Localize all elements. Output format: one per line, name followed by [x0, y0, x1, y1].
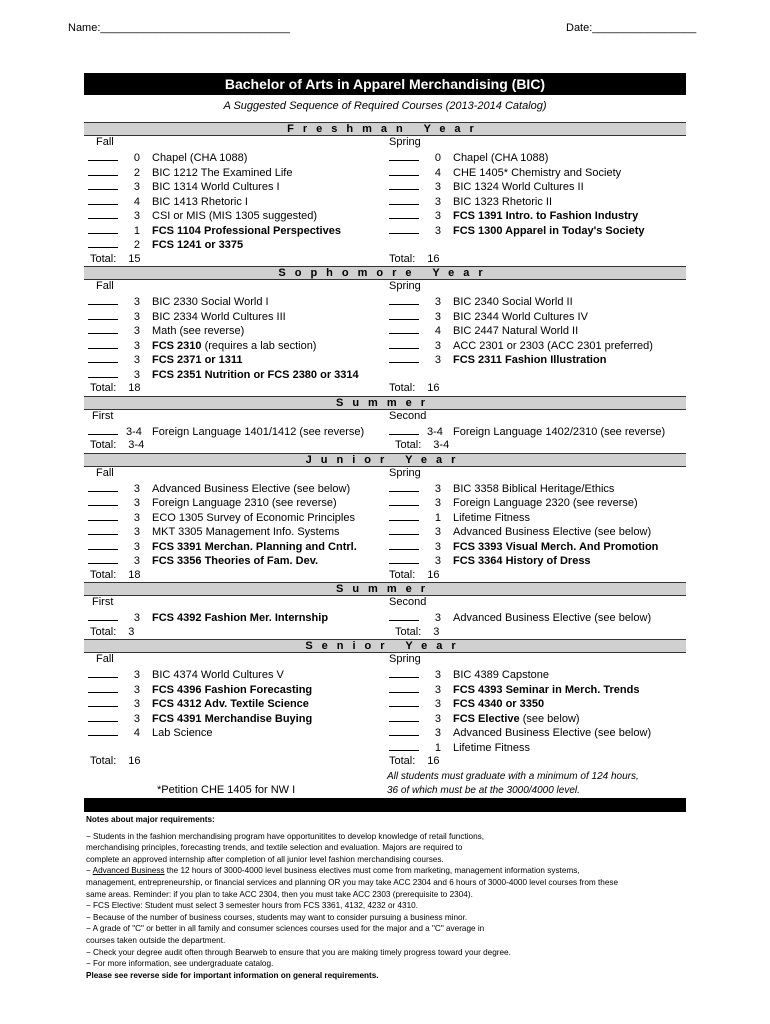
total-label: Total: — [90, 568, 117, 581]
course-row — [389, 711, 580, 725]
credit-hours: 3 — [434, 526, 441, 538]
petition-note: *Petition CHE 1405 for NW I — [157, 784, 296, 796]
course-row — [88, 725, 213, 739]
course-row — [389, 338, 653, 352]
course-name: BIC 1324 World Cultures II — [453, 181, 584, 193]
note-prefix: − — [86, 866, 93, 876]
course-row — [88, 539, 357, 553]
course-name: FCS 2351 Nutrition or FCS 2380 or 3314 — [152, 368, 359, 381]
course-row — [389, 150, 548, 164]
course-row — [88, 179, 280, 193]
course-name: BIC 2330 Social World I — [152, 296, 269, 308]
course-row — [88, 367, 359, 381]
grade-blank[interactable] — [389, 553, 419, 564]
grade-blank[interactable] — [88, 610, 118, 621]
course-row — [88, 711, 312, 725]
course-name: Advanced Business Elective (see below) — [453, 526, 652, 538]
grade-blank[interactable] — [389, 352, 419, 363]
course-row — [389, 740, 530, 754]
note-line: same areas. Reminder: if you plan to take ACC 2304, then you must take ACC 2303 (prerequisite to 2304). — [86, 889, 473, 899]
total-label: Total: — [389, 755, 416, 767]
note-line: complete an approved internship after completion of all junior level fashion merchandising courses. — [86, 854, 444, 864]
total-label: Total: — [90, 439, 117, 451]
credit-hours: 3 — [434, 354, 441, 366]
grade-blank[interactable] — [88, 524, 118, 535]
fall-label: Fall — [96, 653, 114, 665]
course-name: BIC 2344 World Cultures IV — [453, 310, 588, 323]
credit-hours: 3 — [434, 669, 441, 681]
course-row — [88, 323, 244, 337]
total-label: Total: — [389, 382, 416, 394]
course-row — [88, 194, 248, 208]
sophomore-header: Sophomore Year — [84, 266, 686, 280]
credit-hours: 3 — [434, 698, 441, 710]
credit-hours: 3 — [133, 712, 140, 725]
course-name: BIC 1212 The Examined Life — [152, 166, 293, 179]
course-name: BIC 4374 World Cultures V — [152, 669, 284, 681]
spring-label: Spring — [389, 466, 421, 479]
credit-hours: 4 — [133, 727, 140, 739]
grade-blank[interactable] — [88, 711, 118, 722]
total-label: Total: — [395, 625, 422, 638]
credit-hours: 3 — [133, 540, 140, 553]
credit-hours: 3 — [133, 555, 140, 567]
grade-blank[interactable] — [88, 696, 118, 707]
grade-blank[interactable] — [389, 223, 419, 234]
total-label: Total: — [395, 439, 422, 451]
total-label: Total: — [90, 252, 117, 265]
junior-header: Junior Year — [84, 453, 686, 467]
grade-blank[interactable] — [88, 481, 118, 492]
course-row — [389, 553, 591, 567]
graduation-note-1: All students must graduate with a minimum of 124 hours, — [387, 771, 639, 782]
fall-label: Fall — [96, 466, 114, 479]
course-name: MKT 3305 Management Info. Systems — [152, 526, 340, 538]
total-hours: 16 — [427, 382, 440, 394]
grade-blank[interactable] — [88, 165, 118, 176]
grade-blank[interactable] — [88, 553, 118, 564]
page-title: Bachelor of Arts in Apparel Merchandising (BIC) — [84, 73, 686, 95]
course-name: Foreign Language 1402/2310 (see reverse) — [453, 425, 666, 438]
credit-hours: 0 — [434, 152, 441, 164]
credit-hours: 3 — [133, 612, 140, 624]
spring-total — [389, 754, 440, 768]
course-row — [88, 165, 292, 179]
grade-blank[interactable] — [88, 208, 118, 219]
course-name: FCS 4340 or 3350 — [453, 698, 545, 710]
page-subtitle: A Suggested Sequence of Required Courses (2013-2014 Catalog) — [223, 100, 547, 112]
credit-hours: 3 — [133, 698, 140, 710]
course-row — [88, 610, 328, 624]
course-row — [88, 481, 350, 495]
credit-hours: 3 — [434, 181, 441, 193]
grade-blank[interactable] — [88, 150, 118, 161]
credit-hours: 3 — [133, 482, 140, 495]
course-row — [88, 352, 243, 366]
course-row — [88, 667, 284, 681]
total-hours: 3 — [433, 625, 440, 638]
credit-hours: 3 — [434, 195, 441, 208]
grade-blank[interactable] — [389, 481, 419, 492]
summer2-header: Summer — [84, 582, 686, 596]
credit-hours: 3 — [133, 497, 140, 509]
course-name: BIC 2447 Natural World II — [453, 325, 579, 337]
grade-blank[interactable] — [389, 294, 419, 305]
total-label: Total: — [90, 625, 117, 638]
course-row — [389, 725, 651, 739]
credit-hours: 3 — [133, 511, 140, 524]
course-name: BIC 1413 Rhetoric I — [152, 195, 248, 208]
note-line-advanced-business — [86, 865, 686, 877]
grade-blank[interactable] — [88, 223, 118, 234]
total-hours: 16 — [128, 755, 141, 767]
course-name: FCS 4396 Fashion Forecasting — [152, 683, 313, 696]
course-name: CHE 1405* Chemistry and Society — [453, 166, 622, 179]
grade-blank[interactable] — [389, 725, 419, 736]
credit-hours: 3 — [133, 310, 140, 323]
note-line: management, entrepreneurship, or financial services and planning OR you may take ACC 2304 and 6 hours of 3000-4000 level courses from these — [86, 877, 619, 887]
course-name: ACC 2301 or 2303 (ACC 2301 preferred) — [453, 339, 653, 352]
grade-blank[interactable] — [389, 150, 419, 161]
course-row — [389, 510, 530, 524]
grade-blank[interactable] — [88, 367, 118, 378]
course-name: Lifetime Fitness — [453, 511, 531, 524]
grade-blank[interactable] — [88, 510, 118, 521]
course-row — [389, 323, 578, 337]
course-name: Lab Science — [152, 727, 213, 739]
course-name: FCS 2310 — [152, 339, 202, 352]
credit-hours: 3 — [434, 712, 441, 725]
course-note: (see below) — [519, 712, 580, 725]
credit-hours: 4 — [434, 325, 441, 337]
credit-hours: 3 — [434, 612, 441, 624]
first-session-label: First — [92, 596, 114, 608]
fall-label: Fall — [96, 280, 114, 292]
grade-blank[interactable] — [88, 424, 118, 435]
freshman-header: Freshman Year — [84, 122, 686, 136]
course-note: (requires a lab section) — [201, 339, 317, 352]
course-row — [389, 696, 544, 710]
notes-footer: Please see reverse side for important information on general requirements. — [86, 970, 379, 980]
course-row — [389, 424, 665, 438]
course-row — [88, 338, 316, 352]
course-name: FCS 1241 or 3375 — [152, 239, 244, 251]
second-session-label: Second — [389, 596, 427, 608]
credit-hours: 3 — [133, 669, 140, 681]
credit-hours: 3 — [133, 181, 140, 193]
course-name: Math (see reverse) — [152, 325, 245, 337]
credit-hours: 4 — [434, 166, 441, 179]
course-row — [88, 495, 337, 509]
fall-label: Fall — [96, 136, 114, 148]
credit-hours: 3 — [434, 210, 441, 222]
note-text: the 12 hours of 3000-4000 level business electives must come from marketing, management information systems, — [164, 866, 580, 876]
spring-total — [389, 252, 440, 266]
credit-hours: 1 — [133, 224, 140, 237]
grade-blank[interactable] — [389, 338, 419, 349]
course-name: Chapel (CHA 1088) — [152, 152, 248, 164]
spring-label: Spring — [389, 653, 421, 665]
summer1-header: Summer — [84, 396, 686, 410]
note-line: − Because of the number of business courses, students may want to consider pursuing a business minor. — [86, 912, 468, 922]
credit-hours: 3 — [133, 325, 140, 337]
total-hours: 18 — [128, 382, 141, 394]
course-name: BIC 2334 World Cultures III — [152, 310, 286, 323]
course-name: Advanced Business Elective (see below) — [152, 482, 351, 495]
course-name: FCS 3391 Merchan. Planning and Cntrl. — [152, 540, 357, 553]
course-name: Foreign Language 1401/1412 (see reverse) — [152, 425, 365, 438]
name-field[interactable]: Name:_______________________________ — [68, 22, 291, 34]
course-row — [389, 223, 645, 237]
first-session-label: First — [92, 409, 114, 422]
credit-hours: 3 — [133, 354, 140, 366]
fall-total — [90, 754, 141, 768]
notes-divider — [84, 798, 686, 812]
course-name: FCS 3356 Theories of Fam. Dev. — [152, 555, 319, 567]
course-row — [88, 309, 286, 323]
course-name: BIC 4389 Capstone — [453, 669, 550, 681]
course-name: Foreign Language 2310 (see reverse) — [152, 497, 337, 509]
course-row — [389, 352, 606, 366]
course-row — [88, 294, 269, 308]
fall-total — [90, 252, 141, 266]
credit-hours: 0 — [133, 152, 140, 164]
course-name: ECO 1305 Survey of Economic Principles — [152, 511, 355, 524]
credit-hours: 3 — [434, 497, 441, 509]
course-row — [88, 150, 247, 164]
course-name: FCS 1104 Professional Perspectives — [152, 224, 341, 237]
grade-blank[interactable] — [88, 352, 118, 363]
course-row — [389, 294, 573, 308]
course-name: Advanced Business Elective (see below) — [453, 727, 652, 739]
grade-blank[interactable] — [88, 667, 118, 678]
course-row — [389, 610, 651, 624]
credit-hours: 3 — [434, 296, 441, 308]
grade-blank[interactable] — [88, 682, 118, 693]
course-row — [389, 208, 638, 222]
grade-blank[interactable] — [389, 309, 419, 320]
total-label: Total: — [389, 252, 416, 265]
credit-hours: 3 — [434, 540, 441, 553]
credit-hours: 1 — [434, 741, 441, 754]
spring-label: Spring — [389, 136, 421, 148]
grade-blank[interactable] — [88, 539, 118, 550]
grade-blank[interactable] — [88, 725, 118, 736]
credit-hours: 3 — [133, 526, 140, 538]
course-name: BIC 3358 Biblical Heritage/Ethics — [453, 482, 615, 495]
credit-hours: 3 — [434, 224, 441, 237]
credit-hours: 3 — [434, 727, 441, 739]
grade-blank[interactable] — [389, 179, 419, 190]
first-total — [90, 438, 144, 452]
credit-hours: 4 — [133, 195, 140, 208]
credit-hours: 3 — [434, 339, 441, 352]
second-total — [395, 438, 449, 452]
credit-hours: 3 — [133, 683, 140, 696]
course-name: Chapel (CHA 1088) — [453, 152, 549, 164]
course-row — [389, 682, 639, 696]
note-line: − Check your degree audit often through Bearweb to ensure that you are making timely progress toward your degree. — [86, 947, 511, 957]
total-hours: 16 — [427, 252, 440, 265]
grade-blank[interactable] — [389, 165, 419, 176]
course-name: FCS Elective — [453, 712, 520, 725]
grade-blank[interactable] — [389, 194, 419, 205]
total-hours: 3 — [128, 625, 135, 638]
course-row — [389, 667, 549, 681]
course-name: Foreign Language 2320 (see reverse) — [453, 497, 638, 509]
course-row — [389, 194, 552, 208]
grade-blank[interactable] — [88, 194, 118, 205]
course-name: Lifetime Fitness — [453, 741, 531, 754]
course-name: FCS 4391 Merchandise Buying — [152, 712, 313, 725]
course-name: BIC 1323 Rhetoric II — [453, 195, 553, 208]
course-row — [389, 539, 658, 553]
spring-total — [389, 381, 440, 395]
total-label: Total: — [90, 382, 117, 394]
grade-blank[interactable] — [88, 179, 118, 190]
credit-hours: 2 — [133, 239, 140, 251]
senior-header: Senior Year — [84, 639, 686, 653]
date-field[interactable]: Date:_________________ — [566, 22, 697, 34]
course-name: FCS 2311 Fashion Illustration — [453, 354, 607, 366]
course-name: FCS 4312 Adv. Textile Science — [152, 698, 309, 710]
grade-blank[interactable] — [389, 424, 419, 435]
course-name: FCS 3364 History of Dress — [453, 555, 591, 567]
course-name: BIC 1314 World Cultures I — [152, 181, 280, 193]
credit-hours: 3 — [434, 555, 441, 567]
course-name: FCS 1300 Apparel in Today's Society — [453, 224, 645, 237]
course-row — [389, 309, 588, 323]
course-row — [88, 208, 317, 222]
course-row — [88, 424, 364, 438]
course-row — [88, 223, 341, 237]
credit-hours: 3 — [133, 368, 140, 381]
credit-hours: 3 — [434, 482, 441, 495]
total-hours: 16 — [427, 755, 440, 767]
credit-hours: 3-4 — [427, 425, 443, 438]
grade-blank[interactable] — [389, 323, 419, 334]
credit-hours: 3 — [133, 339, 140, 352]
grade-blank[interactable] — [389, 711, 419, 722]
course-row — [88, 553, 318, 567]
course-name: FCS 2371 or 1311 — [152, 354, 243, 366]
course-name: FCS 4392 Fashion Mer. Internship — [152, 612, 329, 624]
grade-blank[interactable] — [88, 237, 118, 248]
grade-blank[interactable] — [88, 495, 118, 506]
total-label: Total: — [389, 568, 416, 581]
grade-blank[interactable] — [389, 682, 419, 693]
course-row — [389, 495, 638, 509]
notes-heading: Notes about major requirements: — [86, 815, 215, 824]
advanced-business-term: Advanced Business — [92, 866, 165, 876]
course-row — [88, 237, 243, 251]
grade-blank[interactable] — [389, 208, 419, 219]
grade-blank[interactable] — [389, 539, 419, 550]
credit-hours: 3 — [434, 683, 441, 696]
course-name: FCS 1391 Intro. to Fashion Industry — [453, 210, 639, 222]
grade-blank[interactable] — [88, 338, 118, 349]
total-hours: 15 — [128, 252, 141, 265]
first-total — [90, 625, 134, 639]
spring-label: Spring — [389, 280, 421, 292]
grade-blank[interactable] — [389, 495, 419, 506]
spring-total — [389, 568, 440, 582]
grade-blank[interactable] — [88, 294, 118, 305]
note-line: − Students in the fashion merchandising program have opportunitites to develop knowledge of retail functions, — [86, 831, 485, 841]
grade-blank[interactable] — [389, 667, 419, 678]
course-name: CSI or MIS (MIS 1305 suggested) — [152, 210, 318, 222]
note-line: courses taken outside the department. — [86, 935, 226, 945]
course-row — [389, 165, 621, 179]
total-hours: 16 — [427, 568, 440, 581]
total-label: Total: — [90, 755, 117, 767]
course-row — [389, 524, 651, 538]
credit-hours: 3 — [434, 310, 441, 323]
course-name: BIC 2340 Social World II — [453, 296, 573, 308]
total-hours: 18 — [128, 568, 141, 581]
course-name: FCS 3393 Visual Merch. And Promotion — [453, 540, 659, 553]
total-hours: 3-4 — [128, 439, 145, 451]
course-name: FCS 4393 Seminar in Merch. Trends — [453, 683, 640, 696]
fall-total — [90, 568, 141, 582]
course-row — [88, 682, 312, 696]
graduation-note-2: 36 of which must be at the 3000/4000 level. — [387, 785, 580, 796]
credit-hours: 1 — [434, 511, 441, 524]
grade-blank[interactable] — [88, 323, 118, 334]
course-row — [88, 510, 355, 524]
course-name: Advanced Business Elective (see below) — [453, 612, 652, 624]
note-line: − For more information, see undergraduate catalog. — [86, 959, 274, 969]
note-line: − FCS Elective: Student must select 3 semester hours from FCS 3361, 4132, 4232 or 4310. — [86, 901, 418, 911]
credit-hours: 3-4 — [126, 425, 142, 438]
course-row — [389, 179, 584, 193]
note-line: − A grade of "C" or better in all family and consumer sciences courses used for the major and a "C" average in — [86, 924, 485, 934]
course-row — [389, 481, 614, 495]
second-total — [395, 625, 439, 639]
credit-hours: 3 — [133, 296, 140, 308]
grade-blank[interactable] — [389, 510, 419, 521]
grade-blank[interactable] — [88, 309, 118, 320]
grade-blank[interactable] — [389, 696, 419, 707]
course-row — [88, 696, 309, 710]
credit-hours: 2 — [133, 166, 140, 179]
fall-total — [90, 381, 141, 395]
grade-blank[interactable] — [389, 740, 419, 751]
credit-hours: 3 — [133, 210, 140, 222]
second-session-label: Second — [389, 409, 427, 422]
note-line: merchandising principles, forecasting trends, and textile selection and evaluation. Majors are required to — [86, 843, 463, 853]
total-hours: 3-4 — [433, 439, 450, 451]
grade-blank[interactable] — [389, 610, 419, 621]
course-row — [88, 524, 340, 538]
grade-blank[interactable] — [389, 524, 419, 535]
notes-section — [86, 814, 686, 981]
